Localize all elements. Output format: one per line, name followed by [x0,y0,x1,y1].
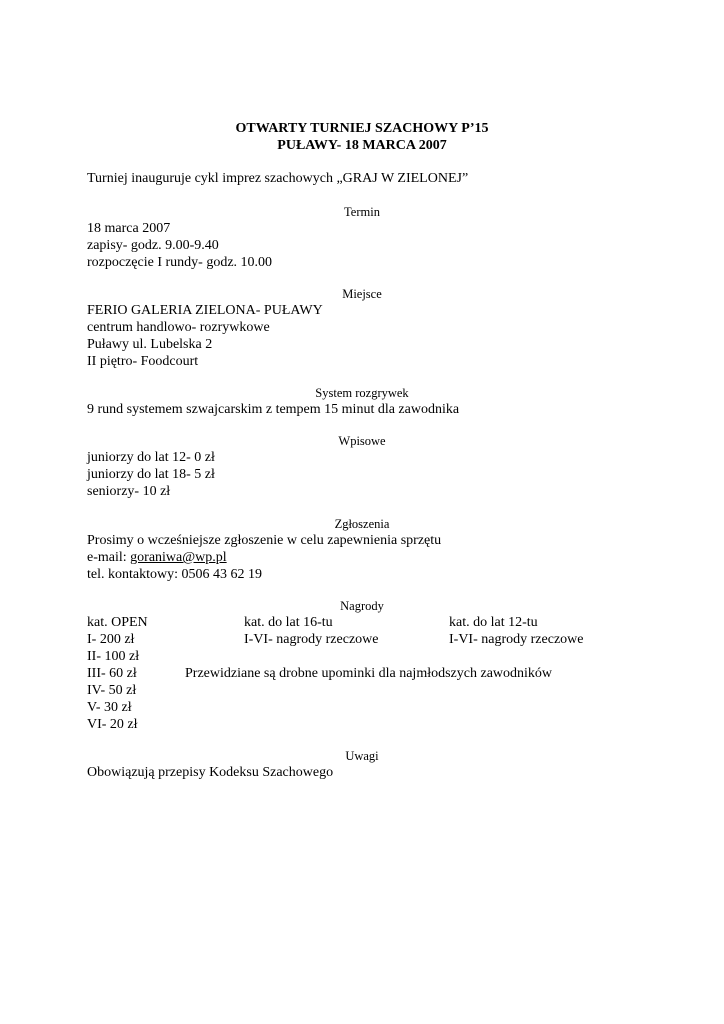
open-prize: I- 200 zł [87,632,135,647]
nagrody-heading: Nagrody [340,599,384,613]
open-prize: IV- 50 zł [87,683,137,698]
termin-line: zapisy- godz. 9.00-9.40 [87,238,219,253]
wpisowe-line: juniorzy do lat 18- 5 zł [87,467,215,482]
uwagi-line: Obowiązują przepisy Kodeksu Szachowego [87,765,334,780]
nagrody-col-12: kat. do lat 12-tu [449,615,538,630]
intro-text: Turniej inauguruje cykl imprez szachowych „GRAJ W ZIELONEJ” [87,171,469,186]
miejsce-line: Puławy ul. Lubelska 2 [87,337,213,352]
email-label: e-mail: [87,550,131,565]
nagrody-col-open: kat. OPEN [87,615,148,630]
termin-line: 18 marca 2007 [87,221,171,236]
system-line: 9 rund systemem szwajcarskim z tempem 15 minut dla zawodnika [87,402,460,417]
open-prize: VI- 20 zł [87,717,138,732]
system-heading: System rozgrywek [315,386,409,400]
wpisowe-line: juniorzy do lat 12- 0 zł [87,450,215,465]
zgloszenia-email-row [87,551,227,565]
miejsce-line: II piętro- Foodcourt [87,354,199,369]
zgloszenia-line: Prosimy o wcześniejsze zgłoszenie w celu zapewnienia sprzętu [87,533,442,548]
open-prize: V- 30 zł [87,700,132,715]
zgloszenia-phone: tel. kontaktowy: 0506 43 62 19 [87,567,262,582]
termin-line: rozpoczęcie I rundy- godz. 10.00 [87,255,273,270]
uwagi-heading: Uwagi [345,749,379,763]
zgloszenia-heading: Zgłoszenia [334,517,390,531]
title-line-2: PUŁAWY- 18 MARCA 2007 [277,138,447,153]
prize-12: I-VI- nagrody rzeczowe [449,632,584,647]
email-link[interactable]: goraniwa@wp.pl [130,550,227,565]
nagrody-col-16: kat. do lat 16-tu [244,615,333,630]
title-line-1: OTWARTY TURNIEJ SZACHOWY P’15 [235,121,489,136]
prize-16: I-VI- nagrody rzeczowe [244,632,379,647]
nagrody-note: Przewidziane są drobne upominki dla najmłodszych zawodników [185,666,553,681]
miejsce-heading: Miejsce [342,287,382,301]
wpisowe-line: seniorzy- 10 zł [87,484,171,499]
termin-heading: Termin [344,205,380,219]
miejsce-line: FERIO GALERIA ZIELONA- PUŁAWY [87,303,323,318]
open-prize: III- 60 zł [87,666,137,681]
open-prize: II- 100 zł [87,649,140,664]
miejsce-line: centrum handlowo- rozrywkowe [87,320,270,335]
wpisowe-heading: Wpisowe [338,434,386,448]
